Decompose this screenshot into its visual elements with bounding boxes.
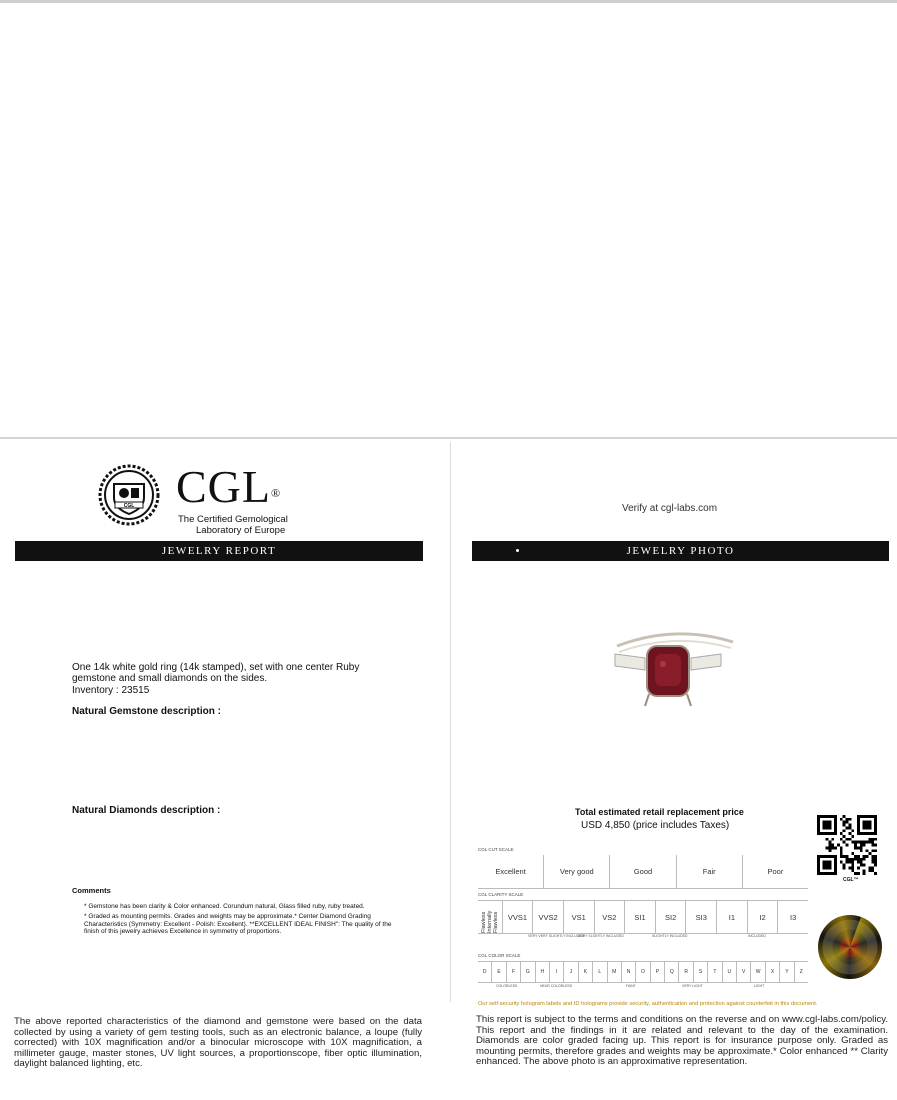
clarity-cell-flawless: Flawless Internally Flawless	[480, 910, 499, 933]
color-scale-cell: K	[578, 962, 592, 982]
price-value: USD 4,850 (price includes Taxes)	[581, 820, 730, 831]
clarity-sub-vs: VERY SLIGHTLY INCLUDED	[578, 934, 624, 938]
verify-link[interactable]: Verify at cgl-labs.com	[622, 503, 718, 514]
color-scale-cell: T	[707, 962, 721, 982]
color-sub-very-light: VERY LIGHT	[682, 984, 703, 988]
ring-photo	[605, 624, 745, 714]
gemstone-heading: Natural Gemstone description :	[72, 706, 221, 717]
color-scale-cell: L	[592, 962, 606, 982]
hologram-seal-icon	[818, 915, 882, 979]
qr-code-icon[interactable]	[817, 815, 877, 875]
jewelry-report-bar	[15, 541, 423, 561]
color-sub-colorless: COLORLESS	[496, 984, 518, 988]
clarity-scale-cell: I3	[777, 901, 808, 933]
color-scale-cell: Y	[779, 962, 793, 982]
clarity-sub-si: SLIGHTLY INCLUDED	[652, 934, 688, 938]
clarity-scale	[478, 900, 808, 934]
color-scale-cell: E	[491, 962, 505, 982]
clarity-scale-cell: SI1	[624, 901, 655, 933]
color-scale-cell: N	[621, 962, 635, 982]
color-scale-label: CGL COLOR SCALE	[478, 953, 521, 958]
clarity-scale-cell: SI2	[655, 901, 686, 933]
jewelry-photo-bar	[472, 541, 889, 561]
inventory-line: Inventory : 23515	[72, 685, 150, 696]
brand-subtitle-line1: The Certified Gemological	[178, 514, 288, 525]
cut-scale-cell: Excellent	[495, 867, 526, 876]
brand-name: CGL	[176, 461, 271, 512]
comments-block	[84, 903, 404, 939]
clarity-sub-i: INCLUDED	[748, 934, 766, 938]
color-scale-cell: I	[549, 962, 563, 982]
security-note: Our self-security hologram labels and ID holograms provide security, authentication and protection against counterfeit in this document.	[478, 1001, 818, 1007]
brand-subtitle-line2: Laboratory of Europe	[196, 525, 286, 536]
color-scale-cell: U	[722, 962, 736, 982]
left-footer-text: The above reported characteristics of the diamond and gemstone were based on the data collected by using a variety of gem testing tools, such as an electronic balance, a loupe (fully corrected) with 10X magnification and/or a binocular microscope with 10X magnification, a millimeter gauge, master stones, UV light sources, a proportionscope, fiber optic illumination, daylight balanced lighting, etc.	[14, 1016, 422, 1070]
color-scale-cell: H	[535, 962, 549, 982]
top-edge-line	[0, 0, 897, 3]
color-scale-cell: O	[635, 962, 649, 982]
color-scale-cell: F	[506, 962, 520, 982]
seal-text: CGL	[123, 503, 135, 509]
color-scale	[478, 961, 808, 983]
jewelry-description: One 14k white gold ring (14k stamped), set with one center Ruby gemstone and small diamonds on the sides.	[72, 662, 360, 684]
registered-mark: ®	[271, 486, 282, 500]
clarity-scale-cell: I1	[716, 901, 747, 933]
clarity-sub-vvs: VERY VERY SLIGHTLY INCLUDED	[528, 934, 585, 938]
bar-dot	[516, 549, 519, 552]
brand-subtitle	[178, 514, 288, 536]
clarity-scale-label: CGL CLARITY SCALE	[478, 892, 524, 897]
color-sub-near-colorless: NEAR COLORLESS	[540, 984, 573, 988]
qr-caption: CGL™	[843, 877, 859, 883]
cut-scale-cell: Poor	[742, 855, 808, 888]
jewelry-report-title: JEWELRY REPORT	[161, 545, 277, 557]
color-scale-cell: G	[520, 962, 534, 982]
cut-scale-cell: Very good	[543, 855, 609, 888]
brand-logo	[176, 462, 281, 512]
color-scale-cell: Q	[664, 962, 678, 982]
comment-1: * Gemstone has been clarity & Color enhanced. Corundum natural, Glass filled ruby, ruby treated.	[84, 903, 365, 910]
cut-scale-cell: Fair	[676, 855, 742, 888]
color-scale-cell: M	[607, 962, 621, 982]
cut-scale-cell: Good	[609, 855, 675, 888]
right-footer-text: This report is subject to the terms and conditions on the reverse and on www.cgl-labs.com/policy. This report and the findings in it are related and relevant to the day of the examination. Diamonds are color graded facing up. This report is for insurance purpose only. Graded as mounting permits, therefore grades and weights may be approximate.* Color enhanced ** Clarity enhanced. The above photo is an approximative representation.	[476, 1014, 888, 1068]
diamonds-heading: Natural Diamonds description :	[72, 805, 221, 816]
clarity-scale-cell: VVS1	[502, 901, 533, 933]
color-scale-cell: R	[678, 962, 692, 982]
jewelry-photo-title: JEWELRY PHOTO	[626, 545, 735, 557]
color-scale-cell: D	[482, 969, 487, 975]
color-sub-faint: FAINT	[626, 984, 636, 988]
clarity-scale-cell: SI3	[685, 901, 716, 933]
cgl-seal-icon	[98, 464, 160, 526]
color-scale-cell: Z	[794, 962, 808, 982]
clarity-scale-cell: I2	[747, 901, 778, 933]
price-heading: Total estimated retail replacement price	[575, 807, 744, 817]
clarity-scale-cell: VS1	[563, 901, 594, 933]
fold-line	[0, 437, 897, 439]
comments-heading: Comments	[72, 886, 111, 895]
color-scale-cell: X	[765, 962, 779, 982]
clarity-scale-cell: VS2	[594, 901, 625, 933]
color-sub-light: LIGHT	[754, 984, 765, 988]
cut-scale	[478, 855, 808, 889]
clarity-scale-cell: VVS2	[532, 901, 563, 933]
color-scale-cell: P	[650, 962, 664, 982]
color-scale-cell: V	[736, 962, 750, 982]
panel-divider	[450, 442, 451, 1002]
color-scale-cell: S	[693, 962, 707, 982]
color-scale-cell: W	[750, 962, 764, 982]
color-scale-cell: J	[563, 962, 577, 982]
comment-2: * Graded as mounting permits. Grades and weights may be approximate.* Center Diamond Grading Characteristics (Symmetry: Excellent - Polish: Excellent). **EXCELLENT IDEAL FINISH": The quality of the finish of this jewelry achieves Excellence in symmetry of proportions.	[84, 913, 392, 936]
cut-scale-label: CGL CUT SCALE	[478, 847, 514, 852]
